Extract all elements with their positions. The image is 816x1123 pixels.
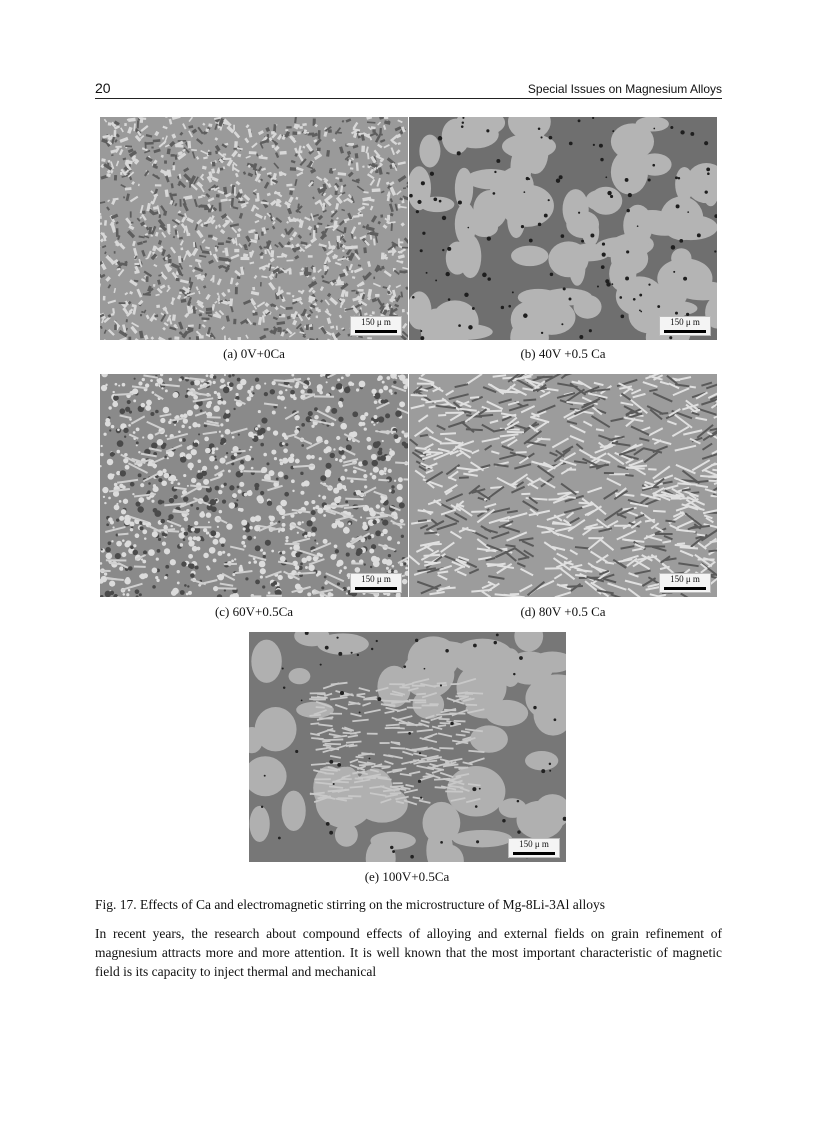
figure-caption: Fig. 17. Effects of Ca and electromagnetic stirring on the microstructure of Mg-8Li-3Al alloys (95, 897, 605, 912)
page-number: 20 (95, 80, 111, 96)
scale-label: 150 μ m (670, 574, 700, 584)
scale-bar (659, 316, 711, 336)
running-title: Special Issues on Magnesium Alloys (527, 82, 722, 96)
micrograph-b (409, 117, 717, 340)
micrograph-a (100, 117, 408, 340)
caption-b: (b) 40V +0.5 Ca (520, 346, 606, 361)
scale-bar (350, 316, 402, 336)
caption-a: (a) 0V+0Ca (223, 346, 285, 361)
caption-c: (c) 60V+0.5Ca (214, 604, 294, 619)
scale-label: 150 μ m (670, 317, 700, 327)
body-paragraph: In recent years, the research about compound effects of alloying and external fields on grain refinement of magnesium attracts more and more attention. It is well known that the most important characteristic of magnetic field is its capacity to inject thermal and mechanical (95, 926, 722, 979)
running-header (95, 80, 722, 99)
scale-bar (350, 573, 402, 593)
scale-label: 150 μ m (361, 574, 391, 584)
micrograph-c (100, 374, 408, 597)
scale-label: 150 μ m (519, 839, 549, 849)
scale-bar (659, 573, 711, 593)
micrograph-d (409, 374, 717, 597)
scale-bar (508, 838, 560, 858)
micrograph-e (249, 632, 566, 862)
scale-label: 150 μ m (361, 317, 391, 327)
caption-d: (d) 80V +0.5 Ca (520, 604, 606, 619)
caption-e: (e) 100V+0.5Ca (364, 869, 450, 884)
